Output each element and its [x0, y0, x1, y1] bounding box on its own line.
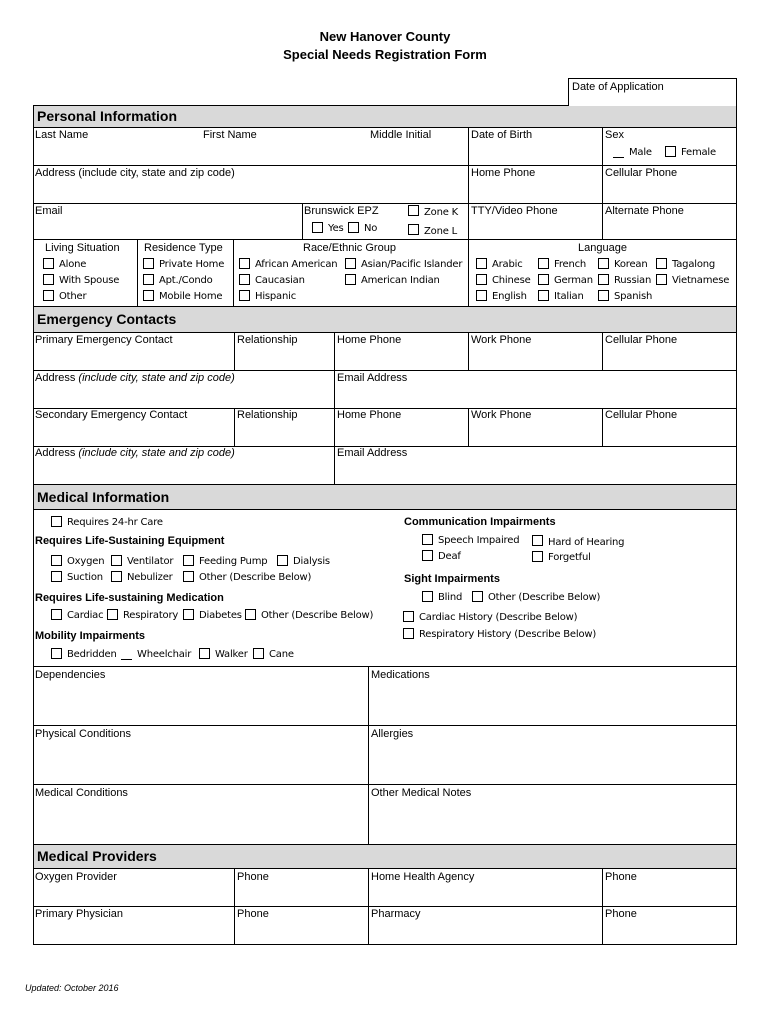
language-korean-checkbox[interactable] [598, 258, 609, 269]
respiratory-history-checkbox[interactable] [403, 628, 414, 639]
sex-male-label: Male [629, 147, 652, 158]
zone-k-label: Zone K [424, 207, 458, 218]
equipment-ventilator-checkbox[interactable] [111, 555, 122, 566]
section-personal-information: Personal Information [34, 106, 736, 127]
mobility-walker-label: Walker [215, 649, 248, 660]
race-african-american-checkbox[interactable] [239, 258, 250, 269]
mobility-bedridden-label: Bedridden [67, 649, 117, 660]
section-medical-providers: Medical Providers [34, 845, 736, 868]
residence-type-label: Residence Type [144, 242, 223, 254]
language-vietnamese-checkbox[interactable] [656, 274, 667, 285]
mobility-cane-label: Cane [269, 649, 294, 660]
equipment-nebulizer-checkbox[interactable] [111, 571, 122, 582]
language-italian-checkbox[interactable] [538, 290, 549, 301]
language-vietnamese-label: Vietnamese [672, 275, 730, 286]
language-russian-label: Russian [614, 275, 652, 286]
middle-initial-label: Middle Initial [370, 129, 432, 141]
primary-home-phone-label: Home Phone [337, 334, 402, 346]
communication-forgetful-label: Forgetful [548, 552, 591, 563]
tty-video-phone-label: TTY/Video Phone [471, 205, 558, 217]
last-name-label: Last Name [35, 129, 89, 141]
communication-forgetful-checkbox[interactable] [532, 551, 543, 562]
sight-other-label: Other (Describe Below) [488, 592, 601, 603]
equipment-oxygen-checkbox[interactable] [51, 555, 62, 566]
epz-no-checkbox[interactable] [348, 222, 359, 233]
language-tagalong-label: Tagalong [672, 259, 716, 270]
brunswick-epz-label: Brunswick EPZ [304, 205, 379, 217]
form-right-border [736, 116, 737, 945]
other-medical-notes-label: Other Medical Notes [371, 787, 472, 799]
language-german-checkbox[interactable] [538, 274, 549, 285]
language-french-label: French [554, 259, 587, 270]
race-hispanic-label: Hispanic [255, 291, 296, 302]
oxygen-provider-label: Oxygen Provider [35, 871, 117, 883]
race-african-american-label: African American [255, 259, 338, 270]
alternate-phone-label: Alternate Phone [605, 205, 684, 217]
mobility-bedridden-checkbox[interactable] [51, 648, 62, 659]
sight-blind-label: Blind [438, 592, 463, 603]
zone-l-checkbox[interactable] [408, 224, 419, 235]
language-french-checkbox[interactable] [538, 258, 549, 269]
living-spouse-checkbox[interactable] [43, 274, 54, 285]
secondary-contact-label: Secondary Emergency Contact [35, 409, 188, 421]
residence-private-label: Private Home [159, 259, 225, 270]
respiratory-history-label: Respiratory History (Describe Below) [419, 629, 597, 640]
primary-physician-label: Primary Physician [35, 908, 124, 920]
living-spouse-label: With Spouse [59, 275, 120, 286]
language-chinese-label: Chinese [492, 275, 531, 286]
equipment-dialysis-checkbox[interactable] [277, 555, 288, 566]
pharmacy-phone-label: Phone [605, 908, 637, 920]
equipment-other-label: Other (Describe Below) [199, 572, 312, 583]
equipment-dialysis-label: Dialysis [293, 556, 330, 567]
residence-apt-label: Apt./Condo [159, 275, 213, 286]
language-chinese-checkbox[interactable] [476, 274, 487, 285]
mobility-wheelchair-checkbox[interactable] [121, 659, 132, 660]
primary-contact-label: Primary Emergency Contact [35, 334, 173, 346]
first-name-label: First Name [203, 129, 257, 141]
language-german-label: German [554, 275, 593, 286]
date-of-birth-label: Date of Birth [471, 129, 533, 141]
equipment-ventilator-label: Ventilator [127, 556, 174, 567]
residence-private-checkbox[interactable] [143, 258, 154, 269]
primary-address-label: Address (include city, state and zip code) [35, 372, 235, 384]
primary-email-label: Email Address [337, 372, 408, 384]
race-ethnic-group-label: Race/Ethnic Group [303, 242, 396, 254]
language-korean-label: Korean [614, 259, 648, 270]
updated-date: Updated: October 2016 [25, 983, 119, 993]
living-alone-label: Alone [59, 259, 87, 270]
medications-label: Medications [371, 669, 430, 681]
medication-diabetes-checkbox[interactable] [183, 609, 194, 620]
life-sustaining-equipment-heading: Requires Life-Sustaining Equipment [35, 535, 225, 547]
communication-hard-of-hearing-checkbox[interactable] [532, 535, 543, 546]
equipment-suction-checkbox[interactable] [51, 571, 62, 582]
living-alone-checkbox[interactable] [43, 258, 54, 269]
medication-respiratory-label: Respiratory [123, 610, 179, 621]
race-asian-checkbox[interactable] [345, 258, 356, 269]
email-label: Email [35, 205, 63, 217]
requires-24hr-care-label: Requires 24-hr Care [67, 517, 163, 528]
home-health-agency-label: Home Health Agency [371, 871, 475, 883]
mobility-walker-checkbox[interactable] [199, 648, 210, 659]
residence-apt-checkbox[interactable] [143, 274, 154, 285]
race-caucasian-label: Caucasian [255, 275, 305, 286]
language-arabic-checkbox[interactable] [476, 258, 487, 269]
language-arabic-label: Arabic [492, 259, 523, 270]
home-health-phone-label: Phone [605, 871, 637, 883]
race-hispanic-checkbox[interactable] [239, 290, 250, 301]
race-asian-label: Asian/Pacific Islander [361, 259, 463, 270]
residence-mobile-checkbox[interactable] [143, 290, 154, 301]
mobility-wheelchair-label: Wheelchair [137, 649, 192, 660]
equipment-nebulizer-label: Nebulizer [127, 572, 173, 583]
section-emergency-contacts: Emergency Contacts [34, 307, 736, 332]
sex-male-checkbox[interactable] [613, 157, 624, 158]
epz-yes-checkbox[interactable] [312, 222, 323, 233]
zone-l-label: Zone L [424, 226, 458, 237]
primary-work-phone-label: Work Phone [471, 334, 532, 346]
communication-speech-checkbox[interactable] [422, 534, 433, 545]
medication-cardiac-checkbox[interactable] [51, 609, 62, 620]
mobility-impairments-heading: Mobility Impairments [35, 630, 146, 642]
equipment-feeding-pump-checkbox[interactable] [183, 555, 194, 566]
communication-hard-of-hearing-label: Hard of Hearing [548, 537, 625, 548]
dependencies-label: Dependencies [35, 669, 106, 681]
cardiac-history-checkbox[interactable] [403, 611, 414, 622]
requires-24hr-care-checkbox[interactable] [51, 516, 62, 527]
communication-speech-label: Speech Impaired [438, 535, 520, 546]
oxygen-provider-phone-label: Phone [237, 871, 269, 883]
language-label: Language [578, 242, 627, 254]
secondary-home-phone-label: Home Phone [337, 409, 402, 421]
home-phone-label: Home Phone [471, 167, 536, 179]
secondary-relationship-label: Relationship [237, 409, 298, 421]
equipment-suction-label: Suction [67, 572, 103, 583]
allergies-label: Allergies [371, 728, 414, 740]
life-sustaining-medication-heading: Requires Life-sustaining Medication [35, 592, 224, 604]
sight-blind-checkbox[interactable] [422, 591, 433, 602]
pharmacy-label: Pharmacy [371, 908, 421, 920]
communication-deaf-checkbox[interactable] [422, 550, 433, 561]
secondary-work-phone-label: Work Phone [471, 409, 532, 421]
primary-cellular-phone-label: Cellular Phone [605, 334, 678, 346]
language-english-checkbox[interactable] [476, 290, 487, 301]
communication-impairments-heading: Communication Impairments [404, 516, 556, 528]
residence-mobile-label: Mobile Home [159, 291, 223, 302]
language-spanish-label: Spanish [614, 291, 653, 302]
sex-female-checkbox[interactable] [665, 146, 676, 157]
communication-deaf-label: Deaf [438, 551, 461, 562]
cardiac-history-label: Cardiac History (Describe Below) [419, 612, 578, 623]
form-left-border [33, 105, 34, 945]
language-italian-label: Italian [554, 291, 584, 302]
living-situation-label: Living Situation [45, 242, 120, 254]
form-title-county: New Hanover County [319, 29, 451, 44]
date-of-application-label: Date of Application [572, 81, 664, 93]
language-tagalong-checkbox[interactable] [656, 258, 667, 269]
epz-no-label: No [364, 223, 378, 234]
address-label: Address (include city, state and zip code) [35, 167, 235, 179]
form-title: Special Needs Registration Form [283, 47, 487, 62]
race-american-indian-label: American Indian [361, 275, 440, 286]
physical-conditions-label: Physical Conditions [35, 728, 131, 740]
race-caucasian-checkbox[interactable] [239, 274, 250, 285]
zone-k-checkbox[interactable] [408, 205, 419, 216]
physician-phone-label: Phone [237, 908, 269, 920]
language-english-label: English [492, 291, 527, 302]
race-american-indian-checkbox[interactable] [345, 274, 356, 285]
medication-other-label: Other (Describe Below) [261, 610, 374, 621]
language-spanish-checkbox[interactable] [598, 290, 609, 301]
equipment-other-checkbox[interactable] [183, 571, 194, 582]
section-medical-information: Medical Information [34, 485, 736, 509]
living-other-checkbox[interactable] [43, 290, 54, 301]
sight-impairments-heading: Sight Impairments [404, 573, 500, 585]
medication-cardiac-label: Cardiac [67, 610, 104, 621]
equipment-oxygen-label: Oxygen [67, 556, 105, 567]
sight-other-checkbox[interactable] [472, 591, 483, 602]
medication-diabetes-label: Diabetes [199, 610, 242, 621]
epz-yes-label: Yes [328, 223, 344, 234]
medication-other-checkbox[interactable] [245, 609, 256, 620]
secondary-address-label: Address (include city, state and zip code) [35, 447, 235, 459]
mobility-cane-checkbox[interactable] [253, 648, 264, 659]
secondary-cellular-phone-label: Cellular Phone [605, 409, 678, 421]
medication-respiratory-checkbox[interactable] [107, 609, 118, 620]
cellular-phone-label: Cellular Phone [605, 167, 678, 179]
medical-conditions-label: Medical Conditions [35, 787, 128, 799]
equipment-feeding-pump-label: Feeding Pump [199, 556, 268, 567]
sex-label: Sex [605, 129, 624, 141]
language-russian-checkbox[interactable] [598, 274, 609, 285]
living-other-label: Other [59, 291, 87, 302]
secondary-email-label: Email Address [337, 447, 408, 459]
sex-female-label: Female [681, 147, 716, 158]
primary-relationship-label: Relationship [237, 334, 298, 346]
